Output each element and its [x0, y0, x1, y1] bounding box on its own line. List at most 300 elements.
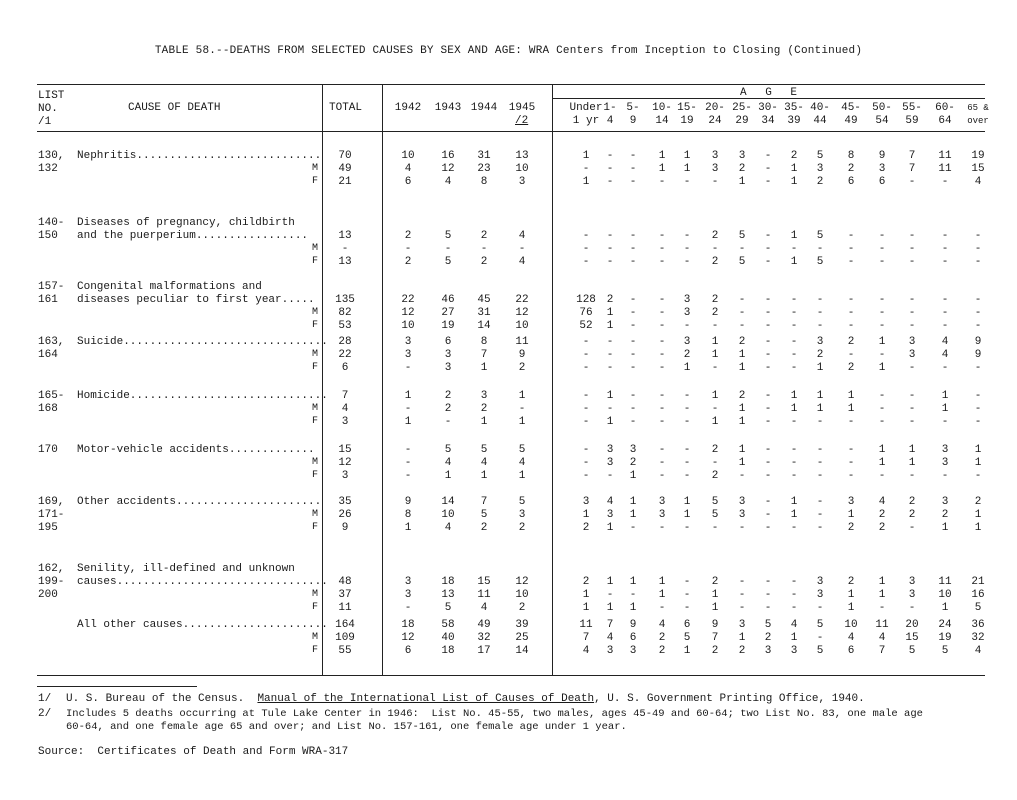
table-cell: 2 — [711, 576, 719, 588]
list-no-header-2: NO. — [38, 103, 58, 115]
table-cell: 4 — [847, 632, 855, 644]
list-no-3-1: 157- — [38, 281, 65, 293]
table-cell: 109 — [335, 632, 355, 644]
table-cell: 22 — [401, 294, 415, 306]
table-cell: - — [790, 444, 798, 456]
table-cell: 4 — [480, 457, 488, 469]
table-cell: 52 — [579, 320, 593, 332]
table-cell: 1 — [878, 576, 886, 588]
table-cell: 28 — [338, 336, 352, 348]
table-cell: 1 — [790, 230, 798, 242]
table-cell: 4 — [658, 619, 666, 631]
table-cell: - — [816, 294, 824, 306]
table-cell: - — [658, 444, 666, 456]
table-cell: - — [606, 256, 614, 268]
table-cell: - — [629, 163, 637, 175]
table-cell: 8 — [404, 509, 412, 521]
table-cell: 1 — [738, 176, 746, 188]
table-cell: 3 — [518, 509, 526, 521]
table-cell: 36 — [971, 619, 985, 631]
table-cell: 1 — [738, 403, 746, 415]
table-cell: 4 — [941, 349, 949, 361]
table-cell: - — [658, 336, 666, 348]
table-cell: - — [658, 362, 666, 374]
table-cell: 3 — [908, 589, 916, 601]
sex-label-f: F — [312, 256, 319, 267]
table-cell: 3 — [606, 457, 614, 469]
table-cell: 7 — [908, 150, 916, 162]
sex-label-m: M — [312, 632, 319, 643]
table-cell: 2 — [878, 509, 886, 521]
table-cell: 25 — [515, 632, 529, 644]
table-cell: 2 — [518, 522, 526, 534]
table-cell: 1 — [878, 444, 886, 456]
table-cell: 3 — [658, 509, 666, 521]
table-cell: - — [878, 403, 886, 415]
age-header-bottom-4: 14 — [655, 115, 669, 127]
table-cell: 37 — [338, 589, 352, 601]
age-header-bottom-15: over — [967, 116, 989, 126]
table-cell: 1 — [790, 632, 798, 644]
table-cell: - — [683, 576, 691, 588]
age-header-top-13: 55- — [902, 102, 922, 114]
table-cell: 9 — [341, 522, 349, 534]
table-cell: 2 — [738, 336, 746, 348]
table-cell: 5 — [518, 496, 526, 508]
table-cell: - — [974, 307, 982, 319]
table-cell: - — [582, 416, 590, 428]
table-cell: 5 — [683, 632, 691, 644]
table-cell: 1 — [878, 336, 886, 348]
table-cell: 1 — [582, 602, 590, 614]
table-cell: 5 — [908, 645, 916, 657]
table-cell: 3 — [404, 589, 412, 601]
table-cell: 3 — [711, 150, 719, 162]
table-cell: 1 — [790, 176, 798, 188]
table-cell: 2 — [711, 230, 719, 242]
age-header-bottom-7: 29 — [735, 115, 749, 127]
table-cell: - — [582, 336, 590, 348]
table-cell: 7 — [711, 632, 719, 644]
table-cell: 5 — [444, 444, 452, 456]
table-cell: - — [582, 243, 590, 255]
table-cell: - — [711, 243, 719, 255]
table-cell: 1 — [908, 444, 916, 456]
table-cell: 1 — [606, 320, 614, 332]
table-cell: 1 — [974, 457, 982, 469]
table-cell: 10 — [844, 619, 858, 631]
sex-label-f: F — [312, 362, 319, 373]
table-cell: 3 — [683, 294, 691, 306]
table-cell: 1 — [606, 522, 614, 534]
table-cell: - — [711, 362, 719, 374]
table-cell: 3 — [629, 444, 637, 456]
table-cell: 1 — [711, 390, 719, 402]
table-cell: 3 — [941, 457, 949, 469]
table-cell: 11 — [477, 589, 491, 601]
table-cell: - — [629, 349, 637, 361]
table-cell: - — [908, 256, 916, 268]
list-no-7-3: 195 — [38, 522, 58, 534]
table-cell: 3 — [816, 336, 824, 348]
table-cell: 10 — [515, 320, 529, 332]
table-cell: 2 — [404, 256, 412, 268]
table-cell: 13 — [441, 589, 455, 601]
table-cell: 1 — [518, 416, 526, 428]
table-cell: 58 — [441, 619, 455, 631]
table-cell: 1 — [606, 576, 614, 588]
table-cell: - — [878, 230, 886, 242]
table-cell: - — [683, 320, 691, 332]
list-no-4-1: 163, — [38, 336, 65, 348]
table-cell: 1 — [582, 150, 590, 162]
table-cell: 1 — [790, 496, 798, 508]
table-cell: - — [606, 150, 614, 162]
table-cell: 12 — [515, 307, 529, 319]
table-cell: - — [518, 403, 526, 415]
age-header-top-6: 20- — [705, 102, 725, 114]
table-cell: - — [404, 470, 412, 482]
table-cell: - — [764, 150, 772, 162]
table-cell: 9 — [629, 619, 637, 631]
cause-of-death-2-line-2: and the puerperium................. — [77, 230, 309, 242]
table-cell: - — [764, 336, 772, 348]
table-cell: 7 — [341, 390, 349, 402]
table-cell: 24 — [938, 619, 952, 631]
table-cell: 3 — [790, 645, 798, 657]
table-cell: - — [606, 349, 614, 361]
table-cell: 3 — [816, 576, 824, 588]
table-cell: 15 — [971, 163, 985, 175]
table-cell: 3 — [908, 576, 916, 588]
age-header-bottom-13: 59 — [905, 115, 919, 127]
age-header-bottom-8: 34 — [761, 115, 775, 127]
table-cell: 4 — [518, 256, 526, 268]
table-cell: 5 — [738, 256, 746, 268]
table-cell: - — [606, 470, 614, 482]
table-cell: 6 — [404, 645, 412, 657]
table-cell: - — [738, 522, 746, 534]
table-cell: - — [606, 230, 614, 242]
table-cell: 6 — [629, 632, 637, 644]
table-cell: - — [974, 390, 982, 402]
table-cell: 1 — [518, 390, 526, 402]
table-cell: 19 — [938, 632, 952, 644]
table-cell: 1 — [629, 509, 637, 521]
table-cell: 11 — [938, 150, 952, 162]
table-cell: 1 — [582, 589, 590, 601]
table-cell: - — [444, 416, 452, 428]
table-cell: - — [764, 256, 772, 268]
age-header-top-12: 50- — [872, 102, 892, 114]
table-cell: - — [711, 176, 719, 188]
table-cell: 1 — [847, 390, 855, 402]
sex-label-f: F — [312, 602, 319, 613]
footnote-1 — [66, 693, 865, 706]
age-header-bottom-9: 39 — [787, 115, 801, 127]
table-cell: - — [816, 307, 824, 319]
table-cell: - — [790, 576, 798, 588]
table-cell: - — [974, 362, 982, 374]
sex-label-f: F — [312, 416, 319, 427]
table-cell: - — [658, 243, 666, 255]
table-cell: - — [764, 470, 772, 482]
table-cell: - — [629, 294, 637, 306]
table-cell: - — [711, 320, 719, 332]
table-cell: 1 — [683, 163, 691, 175]
table-cell: 17 — [477, 645, 491, 657]
age-header-top-10: 40- — [810, 102, 830, 114]
table-cell: 2 — [941, 509, 949, 521]
table-cell: - — [974, 243, 982, 255]
table-cell: 3 — [341, 470, 349, 482]
table-cell: - — [941, 307, 949, 319]
list-no-5-1: 165- — [38, 390, 65, 402]
table-cell: - — [974, 230, 982, 242]
table-cell: 2 — [908, 509, 916, 521]
table-cell: 8 — [480, 176, 488, 188]
table-cell: - — [444, 243, 452, 255]
table-cell: - — [404, 362, 412, 374]
table-cell: 49 — [477, 619, 491, 631]
table-cell: 1 — [738, 416, 746, 428]
table-cell: 2 — [582, 576, 590, 588]
table-cell: 1 — [974, 509, 982, 521]
table-cell: 5 — [816, 150, 824, 162]
table-cell: 18 — [441, 645, 455, 657]
table-cell: 3 — [683, 336, 691, 348]
table-cell: - — [480, 243, 488, 255]
table-cell: 2 — [658, 645, 666, 657]
cause-of-death-2-line-1: Diseases of pregnancy, childbirth — [77, 217, 295, 229]
table-cell: - — [606, 403, 614, 415]
table-cell: - — [790, 307, 798, 319]
table-cell: - — [738, 602, 746, 614]
table-cell: - — [878, 349, 886, 361]
table-cell: 9 — [974, 336, 982, 348]
cause-of-death-6-line-1: Motor-vehicle accidents............. — [77, 444, 315, 456]
table-cell: - — [629, 320, 637, 332]
footnote-1-title: Manual of the International List of Causes of Death — [257, 693, 595, 705]
table-cell: - — [974, 470, 982, 482]
table-cell: 10 — [441, 509, 455, 521]
table-cell: 10 — [515, 163, 529, 175]
table-cell: - — [908, 522, 916, 534]
table-cell: - — [816, 470, 824, 482]
table-cell: 1 — [629, 576, 637, 588]
sex-label-f: F — [312, 176, 319, 187]
table-cell: 70 — [338, 150, 352, 162]
table-cell: - — [790, 243, 798, 255]
table-cell: 3 — [404, 336, 412, 348]
table-cell: - — [404, 602, 412, 614]
table-cell: - — [878, 320, 886, 332]
table-cell: - — [738, 243, 746, 255]
table-cell: 3 — [878, 163, 886, 175]
table-cell: - — [790, 522, 798, 534]
table-cell: - — [908, 416, 916, 428]
table-cell: 10 — [515, 589, 529, 601]
table-cell: - — [606, 243, 614, 255]
age-header-bottom-10: 44 — [813, 115, 827, 127]
table-cell: 32 — [971, 632, 985, 644]
table-cell: - — [629, 362, 637, 374]
cause-of-death-7-line-1: Other accidents...................... — [77, 496, 322, 508]
table-cell: 3 — [582, 496, 590, 508]
table-cell: - — [941, 320, 949, 332]
table-cell: - — [683, 416, 691, 428]
table-cell: - — [847, 457, 855, 469]
table-cell: 2 — [847, 522, 855, 534]
table-cell: - — [847, 349, 855, 361]
table-cell: - — [629, 336, 637, 348]
table-cell: 1 — [582, 176, 590, 188]
table-cell: 16 — [441, 150, 455, 162]
table-cell: 3 — [764, 645, 772, 657]
table-cell: 1 — [738, 632, 746, 644]
table-cell: 21 — [338, 176, 352, 188]
table-cell: 1 — [629, 496, 637, 508]
table-cell: 3 — [738, 619, 746, 631]
table-cell: 1 — [941, 522, 949, 534]
table-cell: 9 — [878, 150, 886, 162]
table-cell: - — [683, 589, 691, 601]
table-cell: - — [764, 243, 772, 255]
sex-label-m: M — [312, 349, 319, 360]
rule-after-total — [382, 84, 383, 675]
table-cell: - — [790, 416, 798, 428]
cause-of-death-1-line-1: Nephritis............................ — [77, 150, 322, 162]
age-header-top-3: 5- — [626, 102, 640, 114]
table-cell: 1 — [941, 390, 949, 402]
source-note: Source: Certificates of Death and Form WRA-317 — [38, 746, 349, 758]
table-cell: 1 — [606, 390, 614, 402]
table-cell: - — [582, 403, 590, 415]
table-cell: 1 — [908, 457, 916, 469]
table-cell: 2 — [683, 349, 691, 361]
table-cell: - — [629, 150, 637, 162]
table-cell: 48 — [338, 576, 352, 588]
age-header-top-7: 25- — [732, 102, 752, 114]
table-cell: 7 — [908, 163, 916, 175]
table-cell: - — [790, 294, 798, 306]
table-cell: 3 — [908, 336, 916, 348]
header-bottom-rule — [37, 131, 985, 132]
table-cell: - — [764, 576, 772, 588]
table-cell: 8 — [847, 150, 855, 162]
table-cell: 2 — [480, 230, 488, 242]
table-cell: 1 — [738, 349, 746, 361]
table-cell: 3 — [658, 496, 666, 508]
table-cell: 4 — [606, 632, 614, 644]
table-bottom-rule — [37, 675, 985, 676]
table-cell: 1 — [974, 444, 982, 456]
table-cell: 5 — [480, 509, 488, 521]
table-cell: 4 — [582, 645, 590, 657]
footnote-1-suffix: , U. S. Government Printing Office, 1940. — [594, 693, 865, 705]
table-cell: - — [658, 470, 666, 482]
table-cell: 4 — [444, 176, 452, 188]
table-cell: 2 — [738, 645, 746, 657]
table-cell: 1 — [847, 403, 855, 415]
table-cell: - — [764, 522, 772, 534]
table-cell: - — [816, 496, 824, 508]
table-cell: 4 — [878, 632, 886, 644]
table-cell: 2 — [480, 522, 488, 534]
table-cell: - — [974, 320, 982, 332]
table-cell: - — [908, 403, 916, 415]
table-cell: 8 — [480, 336, 488, 348]
table-cell: - — [582, 163, 590, 175]
table-cell: 46 — [441, 294, 455, 306]
age-header-bottom-5: 19 — [680, 115, 694, 127]
age-header-bottom-12: 54 — [875, 115, 889, 127]
table-cell: 1 — [941, 602, 949, 614]
table-cell: 40 — [441, 632, 455, 644]
table-cell: - — [738, 320, 746, 332]
cause-of-death-3-line-1: Congenital malformations and — [77, 281, 262, 293]
table-cell: 6 — [878, 176, 886, 188]
age-header-top-15: 65 & — [967, 103, 989, 113]
table-cell: 4 — [444, 522, 452, 534]
table-cell: - — [847, 320, 855, 332]
table-cell: 1 — [941, 403, 949, 415]
table-cell: 5 — [711, 496, 719, 508]
table-cell: - — [816, 522, 824, 534]
footnote-2-line-1: Includes 5 deaths occurring at Tule Lake Center in 1946: List No. 45-55, two males, ages 45-49 and 60-64; two List No. 83, one male age — [66, 708, 923, 720]
table-cell: 4 — [878, 496, 886, 508]
rule-after-years — [552, 84, 553, 675]
table-cell: - — [878, 416, 886, 428]
table-cell: - — [606, 362, 614, 374]
table-cell: - — [878, 602, 886, 614]
table-cell: - — [764, 163, 772, 175]
table-cell: 11 — [938, 163, 952, 175]
table-cell: 76 — [579, 307, 593, 319]
table-cell: - — [974, 403, 982, 415]
table-cell: 49 — [338, 163, 352, 175]
table-cell: 7 — [480, 349, 488, 361]
table-cell: - — [658, 602, 666, 614]
table-cell: 1 — [847, 509, 855, 521]
table-cell: - — [711, 457, 719, 469]
table-cell: 1 — [816, 403, 824, 415]
age-header-bottom-1: 1 yr — [572, 115, 600, 127]
table-cell: - — [878, 243, 886, 255]
age-header-top-9: 35- — [784, 102, 804, 114]
table-cell: - — [629, 307, 637, 319]
table-cell: 31 — [477, 307, 491, 319]
table-cell: - — [816, 632, 824, 644]
table-cell: - — [658, 349, 666, 361]
table-cell: 11 — [938, 576, 952, 588]
table-cell: 1 — [480, 362, 488, 374]
table-cell: 4 — [444, 457, 452, 469]
table-cell: - — [683, 256, 691, 268]
table-cell: 1 — [606, 307, 614, 319]
table-cell: - — [658, 522, 666, 534]
table-cell: 2 — [582, 522, 590, 534]
table-cell: 13 — [338, 256, 352, 268]
table-cell: 1 — [847, 589, 855, 601]
table-cell: 9 — [711, 619, 719, 631]
table-cell: - — [847, 444, 855, 456]
table-cell: - — [790, 470, 798, 482]
table-cell: 1 — [582, 509, 590, 521]
table-cell: - — [764, 602, 772, 614]
table-cell: 23 — [477, 163, 491, 175]
table-cell: 9 — [518, 349, 526, 361]
